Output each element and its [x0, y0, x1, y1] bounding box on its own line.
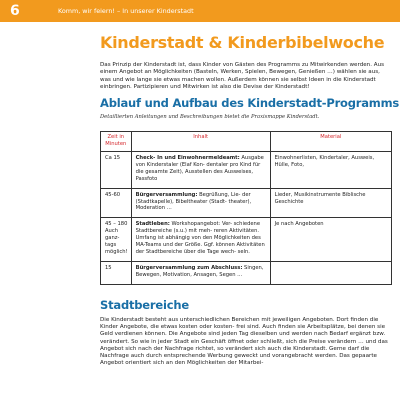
- content-text: Ausgabe von Kinderstaler (Elaf Kon- dentaler pro Kind für die gesamte Zeit), Ausstellen des Ausweises, Passfoto: [135, 155, 264, 182]
- time-cell: 45-60: [101, 188, 132, 218]
- content-title: Check- In und Einwohnermeldeamt:: [135, 155, 240, 161]
- time-cell: 15: [101, 261, 132, 284]
- time-cell: 45 – 180 Auch ganz- tags möglich!: [101, 218, 132, 262]
- intro-paragraph: Das Prinzip der Kinderstadt ist, dass Kinder von Gästen des Programms zu Mitwirkenden werden. Aus einem Angebot an Möglichkeiten (Basteln, Werken, Spielen, Bewegen, Genießen …) wählen sie aus, was und wie lange sie etwas machen wollen. Außerdem können sie selbst Ideen in die Kinderstadt einbringen. Partizipieren und Mitwirken ist also die Devise der Kinderstadt!: [100, 62, 385, 90]
- table-row: [101, 261, 392, 284]
- stadtbereiche-paragraph: Die Kinderstadt besteht aus unterschiedlichen Bereichen mit jeweiligen Angeboten. Dort finden die Kinder Angebote, die etwas kosten oder kosten- frei sind. Auch finden sie Arbeitsplätze, bei denen sie Geld verdienen können. Die Angebote sind jeden Tag dieselben und werden nach Bedarf ergänzt bzw. verändert. So wie in jeder Stadt ein Geschäft öffnet oder schließt, sich die Preise verändern … und das Angebot sich nach der Nachfrage richtet, so verändert sich auch die Kinderstadt. Gerne darf die Nachfrage auch durch entsprechende Werbung geweckt und vorangebracht werden. Das gepaarte Angebot orientiert sich an den Möglichkeiten der Mitarbei-: [100, 316, 388, 367]
- section-heading-ablauf: Ablauf und Aufbau des Kinderstadt-Programms: [100, 96, 400, 111]
- content-cell: [131, 188, 270, 218]
- content-text: Workshopangebot: Ver- schiedene Stadtbereiche (s.u.) mit meh- reren Aktivitäten. Umfang ist abhängig von den Möglichkeiten des MA-Teams und der Größe. Ggf. können Aktivitäten der Stadtbereiche über die Tage wech- seln.: [135, 221, 265, 255]
- material-cell: [270, 261, 391, 284]
- page-title: Kinderstadt & Kinderbibelwoche: [100, 33, 385, 52]
- table-row: [101, 188, 392, 218]
- material-cell: Je nach Angeboten: [270, 218, 391, 262]
- content-cell: [131, 261, 270, 284]
- column-header-material: Material: [270, 132, 391, 152]
- table-row: [101, 218, 392, 262]
- material-cell: Lieder, Musikinstrumente Biblische Geschichte: [270, 188, 391, 218]
- time-cell: Ca 15: [101, 152, 132, 189]
- running-title: Komm, wir feiern! – In unserer Kinderstadt: [58, 7, 194, 15]
- schedule-table: [100, 131, 392, 285]
- content-text: Begrüßung, Lie- der (Stadtkapelle), Bibeltheater (Stadt- theater), Moderation …: [135, 191, 252, 212]
- section-subtitle: Detaillierten Anleitungen und Beschreibungen bietet die Praxismappe Kinderstadt.: [100, 114, 320, 121]
- section-heading-stadtbereiche: Stadtbereiche: [100, 297, 189, 312]
- content-title: Bürgerversammlung:: [135, 191, 198, 198]
- table-row: [101, 152, 392, 189]
- content-text: Singen, Bewegen, Motivation, Ansagen, Segen …: [135, 264, 264, 278]
- material-cell: Einwohnerlisten, Kindertaler, Ausweis, Hülle, Foto,: [270, 152, 391, 189]
- header-bar: [0, 0, 400, 22]
- column-header-time: Zeit in Minuten: [101, 132, 132, 152]
- column-header-content: Inhalt: [131, 132, 270, 152]
- content-title: Bürgerversammlung zum Abschluss:: [135, 264, 243, 271]
- table-header-row: [101, 132, 392, 152]
- content-title: Stadtleben:: [135, 221, 170, 228]
- content-cell: [131, 218, 270, 262]
- page-number: 6: [10, 3, 20, 19]
- content-cell: [131, 152, 270, 189]
- page-content: [100, 28, 400, 368]
